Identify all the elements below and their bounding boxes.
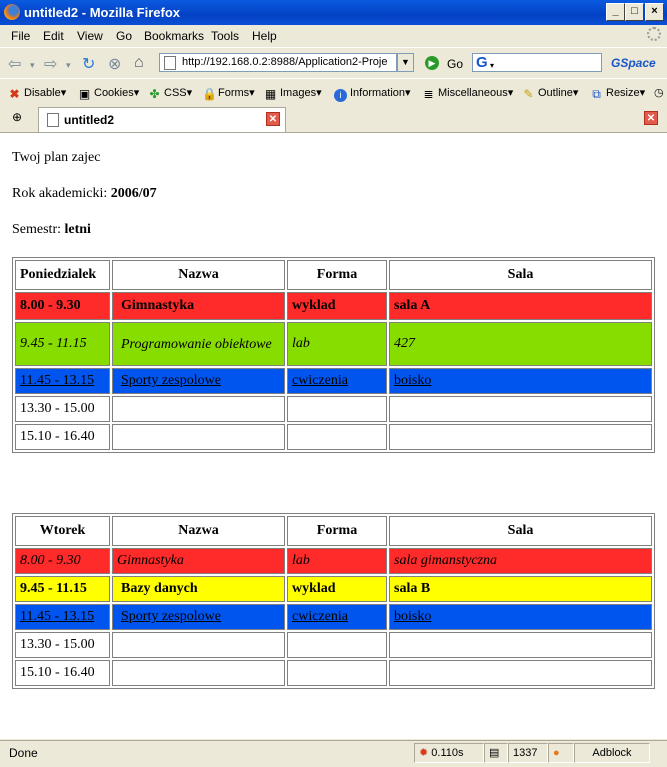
web-developer-toolbar — [0, 78, 667, 106]
cookies-icon: ▣ — [78, 87, 91, 101]
css-icon: ✤ — [149, 87, 160, 101]
search-input[interactable] — [472, 53, 602, 72]
images-menu[interactable]: ▦ Images▾ — [264, 87, 322, 101]
home-icon[interactable]: ⌂ — [134, 54, 144, 71]
tab-close-icon[interactable]: ✕ — [266, 112, 280, 126]
form-cell: wyklad — [287, 292, 387, 320]
stop-icon[interactable]: ⊗ — [108, 56, 122, 73]
time-link[interactable]: 11.45 - 13.15 — [15, 368, 110, 394]
firefox-status-icon[interactable]: ● — [548, 743, 574, 763]
window-title: untitled2 - Mozilla Firefox — [24, 5, 181, 20]
page-heading: Twoj plan zajec — [12, 150, 101, 165]
tab-untitled2[interactable] — [38, 107, 286, 132]
go-icon[interactable]: ▶ — [425, 56, 439, 70]
disable-menu[interactable]: ✖ Disable▾ — [9, 87, 67, 101]
form-cell: lab — [287, 322, 387, 366]
forms-lock-icon: 🔒 — [202, 87, 217, 101]
window-titlebar — [0, 0, 667, 25]
name-cell: Programowanie obiektowe — [112, 322, 285, 366]
room-cell: sala B — [389, 576, 652, 602]
table-row — [15, 424, 652, 450]
academic-year: Rok akademicki: 2006/07 — [12, 186, 157, 201]
back-dropdown-icon[interactable]: ▾ — [30, 60, 35, 70]
room-cell — [389, 396, 652, 422]
form-link[interactable]: cwiczenia — [287, 604, 387, 630]
firebug-icon: ✹ — [419, 747, 429, 759]
room-header: Sala — [389, 516, 652, 546]
menu-bookmarks[interactable]: Bookmarks — [144, 29, 205, 43]
close-window-button[interactable]: × — [645, 3, 664, 21]
name-header: Nazwa — [112, 516, 285, 546]
table-row — [15, 576, 652, 602]
adblock-button[interactable]: Adblock — [574, 743, 650, 763]
name-cell — [112, 632, 285, 658]
outline-menu[interactable]: ✎ Outline▾ — [523, 87, 579, 101]
form-cell — [287, 396, 387, 422]
table-row — [15, 660, 652, 686]
minimize-button[interactable]: _ — [606, 3, 625, 21]
day-header: Poniedzialek — [15, 260, 110, 290]
tools-clock-icon[interactable]: ◷ — [654, 87, 664, 99]
tab-strip — [0, 105, 667, 133]
menu-help[interactable]: Help — [252, 29, 277, 43]
go-button-label[interactable]: Go — [447, 57, 464, 71]
new-tab-button[interactable]: ⊕ — [11, 110, 23, 124]
form-header: Forma — [287, 516, 387, 546]
name-cell: Gimnastyka — [112, 548, 285, 574]
room-cell: sala gimanstyczna — [389, 548, 652, 574]
form-cell: wyklad — [287, 576, 387, 602]
time-cell: 13.30 - 15.00 — [15, 396, 110, 422]
table-row — [15, 548, 652, 574]
miscellaneous-icon: ≣ — [423, 87, 434, 101]
name-link[interactable]: Sporty zespolowe — [112, 368, 285, 394]
forms-menu[interactable]: 🔒Forms▾ — [202, 87, 255, 101]
firefox-icon — [4, 4, 20, 20]
gspace-button[interactable]: GSpace — [611, 56, 656, 70]
forward-arrow-icon[interactable]: ⇨ — [44, 56, 58, 73]
tab-label: untitled2 — [64, 113, 114, 127]
menu-bar — [0, 25, 667, 46]
timing-panel[interactable]: ✹ 0.110s — [414, 743, 484, 763]
name-cell — [112, 660, 285, 686]
forward-dropdown-icon[interactable]: ▾ — [66, 60, 71, 70]
miscellaneous-menu[interactable]: ≣ Miscellaneous▾ — [423, 87, 514, 101]
table-row — [15, 604, 652, 630]
page-icon — [47, 113, 59, 127]
page-info-icon[interactable]: ▤ — [484, 743, 508, 763]
time-cell: 13.30 - 15.00 — [15, 632, 110, 658]
time-cell: 9.45 - 11.15 — [15, 322, 110, 366]
name-cell: Gimnastyka — [112, 292, 285, 320]
page-content — [0, 133, 667, 739]
time-cell: 15.10 - 16.40 — [15, 424, 110, 450]
status-bar — [0, 740, 667, 767]
semester-value: letni — [64, 222, 91, 237]
time-cell: 8.00 - 9.30 — [15, 292, 110, 320]
room-cell: sala A — [389, 292, 652, 320]
url-dropdown-button[interactable]: ▼ — [397, 53, 414, 72]
room-cell — [389, 660, 652, 686]
form-cell: lab — [287, 548, 387, 574]
name-link[interactable]: Sporty zespolowe — [112, 604, 285, 630]
navigation-toolbar — [0, 47, 667, 78]
resize-menu[interactable]: ⧉ Resize▾ — [590, 86, 645, 101]
time-cell: 15.10 - 16.40 — [15, 660, 110, 686]
status-text: Done — [9, 746, 38, 760]
table-row — [15, 292, 652, 320]
search-engine-dropdown-icon[interactable]: ▾ — [490, 61, 495, 70]
menu-go[interactable]: Go — [116, 29, 133, 43]
table-row — [15, 632, 652, 658]
room-cell — [389, 632, 652, 658]
time-cell: 9.45 - 11.15 — [15, 576, 110, 602]
page-icon — [164, 56, 176, 70]
room-header: Sala — [389, 260, 652, 290]
menu-edit[interactable]: Edit — [43, 29, 64, 43]
day-header: Wtorek — [15, 516, 110, 546]
time-cell: 8.00 - 9.30 — [15, 548, 110, 574]
form-cell — [287, 632, 387, 658]
maximize-button[interactable]: □ — [625, 3, 644, 21]
schedule-table-monday — [12, 257, 655, 453]
cookies-menu[interactable]: ▣ Cookies▾ — [78, 87, 140, 101]
academic-year-value: 2006/07 — [110, 186, 157, 201]
table-row — [15, 322, 652, 366]
schedule-table-tuesday — [12, 513, 655, 689]
menu-view[interactable]: View — [77, 29, 103, 43]
room-link[interactable]: boisko — [389, 368, 652, 394]
back-arrow-icon[interactable]: ⇦ — [8, 56, 22, 73]
room-cell: 427 — [389, 322, 652, 366]
reload-icon[interactable]: ↻ — [82, 56, 96, 73]
url-input[interactable] — [159, 53, 397, 72]
name-cell: Bazy danych — [112, 576, 285, 602]
time-link[interactable]: 11.45 - 13.15 — [15, 604, 110, 630]
resize-icon: ⧉ — [592, 87, 601, 101]
name-cell — [112, 424, 285, 450]
url-text: http://192.168.0.2:8988/Application2-Proje — [182, 56, 388, 68]
information-icon: i — [334, 89, 347, 102]
room-link[interactable]: boisko — [389, 604, 652, 630]
name-header: Nazwa — [112, 260, 285, 290]
name-cell — [112, 396, 285, 422]
table-row — [15, 396, 652, 422]
form-cell — [287, 424, 387, 450]
form-header: Forma — [287, 260, 387, 290]
semester: Semestr: letni — [12, 222, 91, 237]
close-tab-button[interactable]: ✕ — [644, 111, 658, 125]
throbber-icon — [647, 27, 661, 41]
form-link[interactable]: cwiczenia — [287, 368, 387, 394]
outline-pencil-icon: ✎ — [523, 87, 534, 101]
google-logo: G — [476, 54, 488, 71]
menu-tools[interactable]: Tools — [211, 29, 240, 43]
css-menu[interactable]: ✤ CSS▾ — [149, 87, 193, 101]
table-row — [15, 368, 652, 394]
counter-panel: 1337 — [508, 743, 548, 763]
information-menu[interactable]: i Information▾ — [334, 86, 411, 102]
disable-x-icon: ✖ — [9, 87, 20, 101]
images-icon: ▦ — [264, 87, 277, 101]
form-cell — [287, 660, 387, 686]
room-cell — [389, 424, 652, 450]
menu-file[interactable]: File — [11, 29, 31, 43]
